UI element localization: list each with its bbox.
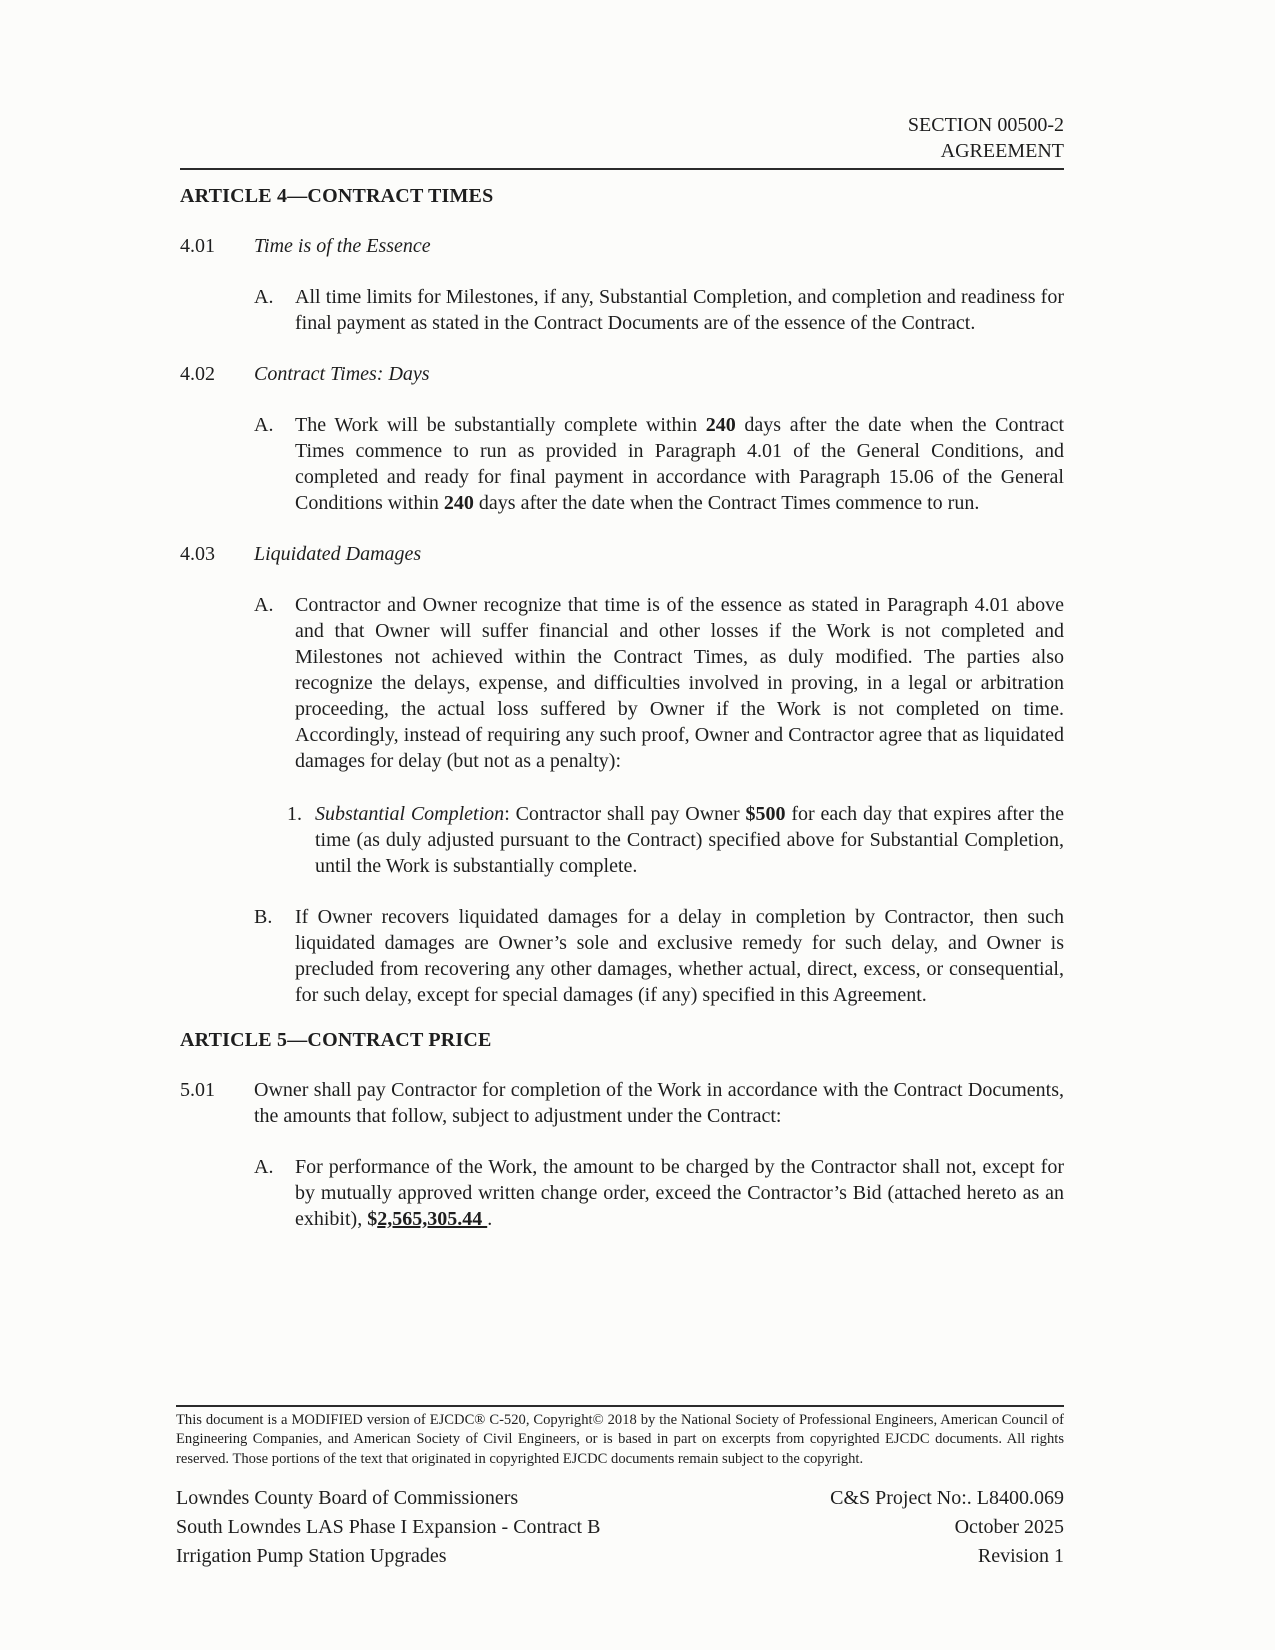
- paragraph-4-02-A-text: The Work will be substantially complete within 240 days after the date when the Contract Times commence to run as provided in Paragraph 4.01 of the General Conditions, and completed and ready for final payment in accordance with Paragraph 15.06 of the General Conditions within 240 days after the date when the Contract Times commence to run.: [295, 414, 1065, 514]
- article-4-heading: ARTICLE 4—CONTRACT TIMES: [180, 185, 494, 207]
- section-5-01-text: Owner shall pay Contractor for completion of the Work in accordance with the Contract Documents, the amounts that follow, subject to adjustment under the Contract:: [254, 1079, 1064, 1127]
- page-footer: [176, 1405, 1064, 1571]
- header-section-number: SECTION 00500-2: [907, 114, 1064, 136]
- paragraph-4-02-A-marker: A.: [254, 414, 274, 436]
- footer-subproject-line: Irrigation Pump Station Upgrades: [176, 1545, 447, 1568]
- paragraph-4-03-A-1-text: Substantial Completion: Contractor shall pay Owner $500 for each day that expires after the time (as duly adjusted pursuant to the Contract) specified above for Substantial Completion, until the Work is substantially complete.: [315, 803, 1065, 877]
- section-4-01-row: [180, 233, 1064, 259]
- footer-meta-info: [830, 1484, 1064, 1571]
- section-4-02-number: 4.02: [180, 363, 215, 385]
- paragraph-4-03-A-1-marker: 1.: [287, 803, 302, 825]
- footer-columns: [176, 1484, 1064, 1571]
- section-4-01-number: 4.01: [180, 235, 215, 257]
- article-5-heading: ARTICLE 5—CONTRACT PRICE: [180, 1029, 492, 1051]
- footer-project-number: C&S Project No:. L8400.069: [830, 1487, 1064, 1510]
- section-4-02-row: [180, 361, 1064, 387]
- footer-owner-line: Lowndes County Board of Commissioners: [176, 1487, 519, 1510]
- paragraph-4-01-A-text: All time limits for Milestones, if any, Substantial Completion, and completion and readiness for final payment as stated in the Contract Documents are of the essence of the Contract.: [295, 286, 1064, 334]
- section-4-03-title: Liquidated Damages: [254, 543, 422, 565]
- paragraph-4-01-A: [180, 284, 1064, 336]
- paragraph-4-03-A-text: Contractor and Owner recognize that time is of the essence as stated in Paragraph 4.01 above and that Owner will suffer financial and other losses if the Work is not completed and Milestones not achieved within the Contract Times, as duly modified. The parties also recognize the delays, expense, and difficulties involved in proving, in a legal or arbitration proceeding, the actual loss suffered by Owner if the Work is not completed on time. Accordingly, instead of requiring any such proof, Owner and Contractor agree that as liquidated damages for delay (but not as a penalty):: [295, 594, 1064, 772]
- header-doc-type: AGREEMENT: [940, 140, 1064, 162]
- paragraph-4-03-A: [180, 592, 1064, 774]
- section-4-03-number: 4.03: [180, 543, 215, 565]
- paragraph-5-01-A-text: For performance of the Work, the amount to be charged by the Contractor shall not, except for by mutually approved written change order, exceed the Contractor’s Bid (attached hereto as an exhibit), $2,565,305.44 .: [295, 1156, 1064, 1230]
- paragraph-5-01-A: [180, 1154, 1064, 1232]
- paragraph-4-03-B-text: If Owner recovers liquidated damages for a delay in completion by Contractor, then such liquidated damages are Owner’s sole and exclusive remedy for such delay, and Owner is precluded from recovering any other damages, whether actual, direct, excess, or consequential, for such delay, except for special damages (if any) specified in this Agreement.: [295, 906, 1064, 1006]
- section-4-01-title: Time is of the Essence: [254, 235, 431, 257]
- paragraph-4-03-B-marker: B.: [254, 906, 273, 928]
- section-5-01-row: [180, 1077, 1064, 1129]
- section-4-03-row: [180, 541, 1064, 567]
- footer-project-line: South Lowndes LAS Phase I Expansion - Contract B: [176, 1516, 601, 1539]
- header-rule: [180, 168, 1064, 170]
- paragraph-4-01-A-marker: A.: [254, 286, 274, 308]
- footer-project-info: [176, 1484, 600, 1571]
- footer-revision: Revision 1: [977, 1545, 1064, 1568]
- page-header: [180, 112, 1064, 164]
- document-content: [180, 112, 1064, 1232]
- paragraph-4-02-A: [180, 412, 1064, 516]
- paragraph-4-03-A-marker: A.: [254, 594, 274, 616]
- section-4-02-title: Contract Times: Days: [254, 363, 430, 385]
- footer-date: October 2025: [954, 1516, 1064, 1539]
- paragraph-4-03-A-1: [180, 801, 1064, 879]
- paragraph-5-01-A-marker: A.: [254, 1156, 274, 1178]
- copyright-notice: This document is a MODIFIED version of EJCDC® C-520, Copyright© 2018 by the National Society of Professional Engineers, American Council of Engineering Companies, and American Society of Civil Engineers, or is based in part on excerpts from copyrighted EJCDC documents. All rights reserved. Those portions of the text that originated in copyrighted EJCDC documents remain subject to the copyright.: [176, 1405, 1064, 1469]
- paragraph-4-03-B: [180, 904, 1064, 1008]
- section-5-01-number: 5.01: [180, 1079, 215, 1101]
